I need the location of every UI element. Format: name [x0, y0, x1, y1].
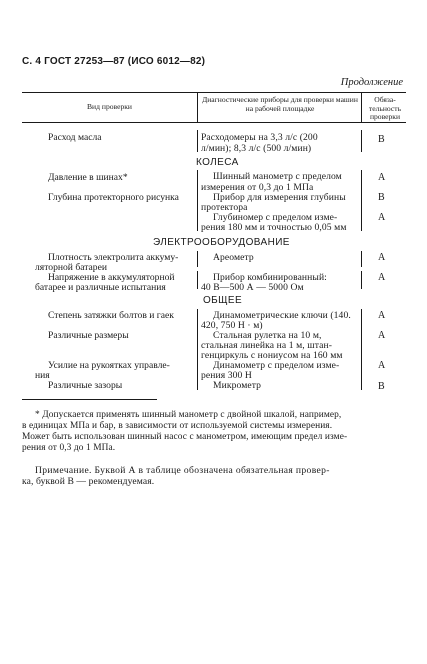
instrument-oil-consumption: Расходомеры на 3,3 л/с (200: [201, 132, 318, 143]
instrument-hydrometer: Ареометр: [213, 252, 254, 263]
row-bracket: [197, 251, 198, 267]
row-bracket: [361, 170, 362, 231]
row-bracket: [361, 309, 362, 390]
section-title-electrical: ЭЛЕКТРООБОРУДОВАНИЕ: [153, 237, 290, 248]
mark-various-dimensions: А: [378, 330, 386, 341]
mark-various-clearances: В: [378, 381, 385, 392]
instrument-depth-gauge: Глубиномер с пределом изме-: [213, 212, 338, 223]
row-bracket: [197, 130, 198, 152]
instrument-torque-wrenches: 420, 750 Н · м): [201, 320, 263, 331]
check-electrolyte-density: Плотность электролита аккуму-: [48, 252, 179, 263]
column-header-check: Вид проверки: [86, 102, 132, 111]
instrument-tire-pressure: Шинный манометр с пределом: [213, 171, 342, 182]
footnote-line: рения от 0,3 до 1 МПа.: [22, 443, 116, 453]
column-header-instrument: Диагностические приборы для проверки машин на рабочей площадке: [202, 95, 358, 113]
mark-bolt-torque: А: [378, 310, 386, 321]
instrument-tread-depth: Прибор для измерения глубины: [213, 192, 346, 203]
footnote-line: Может быть использован шинный насос с манометром, имеющим предел изме-: [22, 432, 348, 442]
instrument-torque-wrenches: Динамометрические ключи (140.: [213, 310, 351, 321]
check-bolt-torque: Степень затяжки болтов и гаек: [48, 310, 174, 321]
instrument-depth-gauge: рения 180 мм и точностью 0,05 мм: [201, 222, 347, 233]
footnote-line: * Допускается применять шинный манометр с двойной шкалой, например,: [35, 410, 342, 420]
check-various-clearances: Различные зазоры: [48, 380, 123, 391]
instrument-oil-consumption: л/мин); 8,3 л/с (500 л/мин): [201, 143, 312, 154]
check-control-effort: ния: [35, 370, 50, 381]
instrument-dynamometer: Динамометр с пределом изме-: [213, 360, 340, 371]
section-title-wheels: КОЛЕСА: [196, 157, 239, 168]
check-battery-voltage: батарее и различные испытания: [35, 282, 166, 293]
check-control-effort: Усилие на рукоятках управле-: [48, 360, 170, 371]
mark-tire-pressure: А: [378, 172, 386, 183]
instrument-measuring-tools: стальная линейка на 1 м, штан-: [201, 340, 333, 351]
check-tire-pressure: Давление в шинах*: [48, 172, 128, 183]
mark-depth-gauge: А: [378, 212, 386, 223]
mark-tread-depth: В: [378, 192, 385, 203]
row-bracket: [197, 170, 198, 231]
check-battery-voltage: Напряжение в аккумуляторной: [48, 272, 175, 283]
check-tread-depth: Глубина протекторного рисунка: [48, 192, 179, 203]
check-electrolyte-density: ляторной батареи: [35, 262, 107, 273]
footnote-separator: [22, 399, 157, 400]
footnote-line: в единицах МПа и бар, в зависимости от используемой системы измерения.: [22, 421, 333, 431]
header-divider-2: [361, 92, 362, 122]
mark-battery-voltage: А: [378, 272, 386, 283]
instrument-measuring-tools: генциркуль с нониусом на 160 мм: [201, 350, 343, 361]
check-oil-consumption: Расход масла: [48, 132, 102, 143]
page-header: С. 4 ГОСТ 27253—87 (ИСО 6012—82): [22, 56, 206, 67]
mark-electrolyte-density: А: [378, 252, 386, 263]
mark-oil-consumption: В: [378, 134, 385, 145]
row-bracket: [197, 309, 198, 390]
row-bracket: [361, 271, 362, 289]
instrument-multimeter: 40 В—500 А — 5000 Ом: [201, 282, 304, 293]
mark-control-effort: А: [378, 360, 386, 371]
instrument-measuring-tools: Стальная рулетка на 10 м,: [213, 330, 322, 341]
instrument-tread-depth: протектора: [201, 202, 248, 213]
table-top-rule: [22, 92, 406, 93]
instrument-dynamometer: рения 300 Н: [201, 370, 252, 381]
continuation-label: Продолжение: [340, 77, 403, 88]
row-bracket: [197, 271, 198, 289]
row-bracket: [361, 251, 362, 267]
instrument-multimeter: Прибор комбинированный:: [213, 272, 327, 283]
instrument-micrometer: Микрометр: [213, 380, 262, 391]
column-header-mandatory: Обяза-тельность проверки: [368, 95, 402, 122]
instrument-tire-pressure: измерения от 0,3 до 1 МПа: [201, 182, 314, 193]
table-header-bottom-rule: [22, 122, 406, 123]
row-bracket: [361, 130, 362, 152]
section-title-general: ОБЩЕЕ: [203, 295, 243, 306]
note-line: ка, буквой В — рекомендуемая.: [22, 476, 155, 487]
note-line: Примечание. Буквой А в таблице обозначена обязательная провер-: [35, 465, 330, 476]
check-various-dimensions: Различные размеры: [48, 330, 129, 341]
header-divider-1: [197, 92, 198, 122]
